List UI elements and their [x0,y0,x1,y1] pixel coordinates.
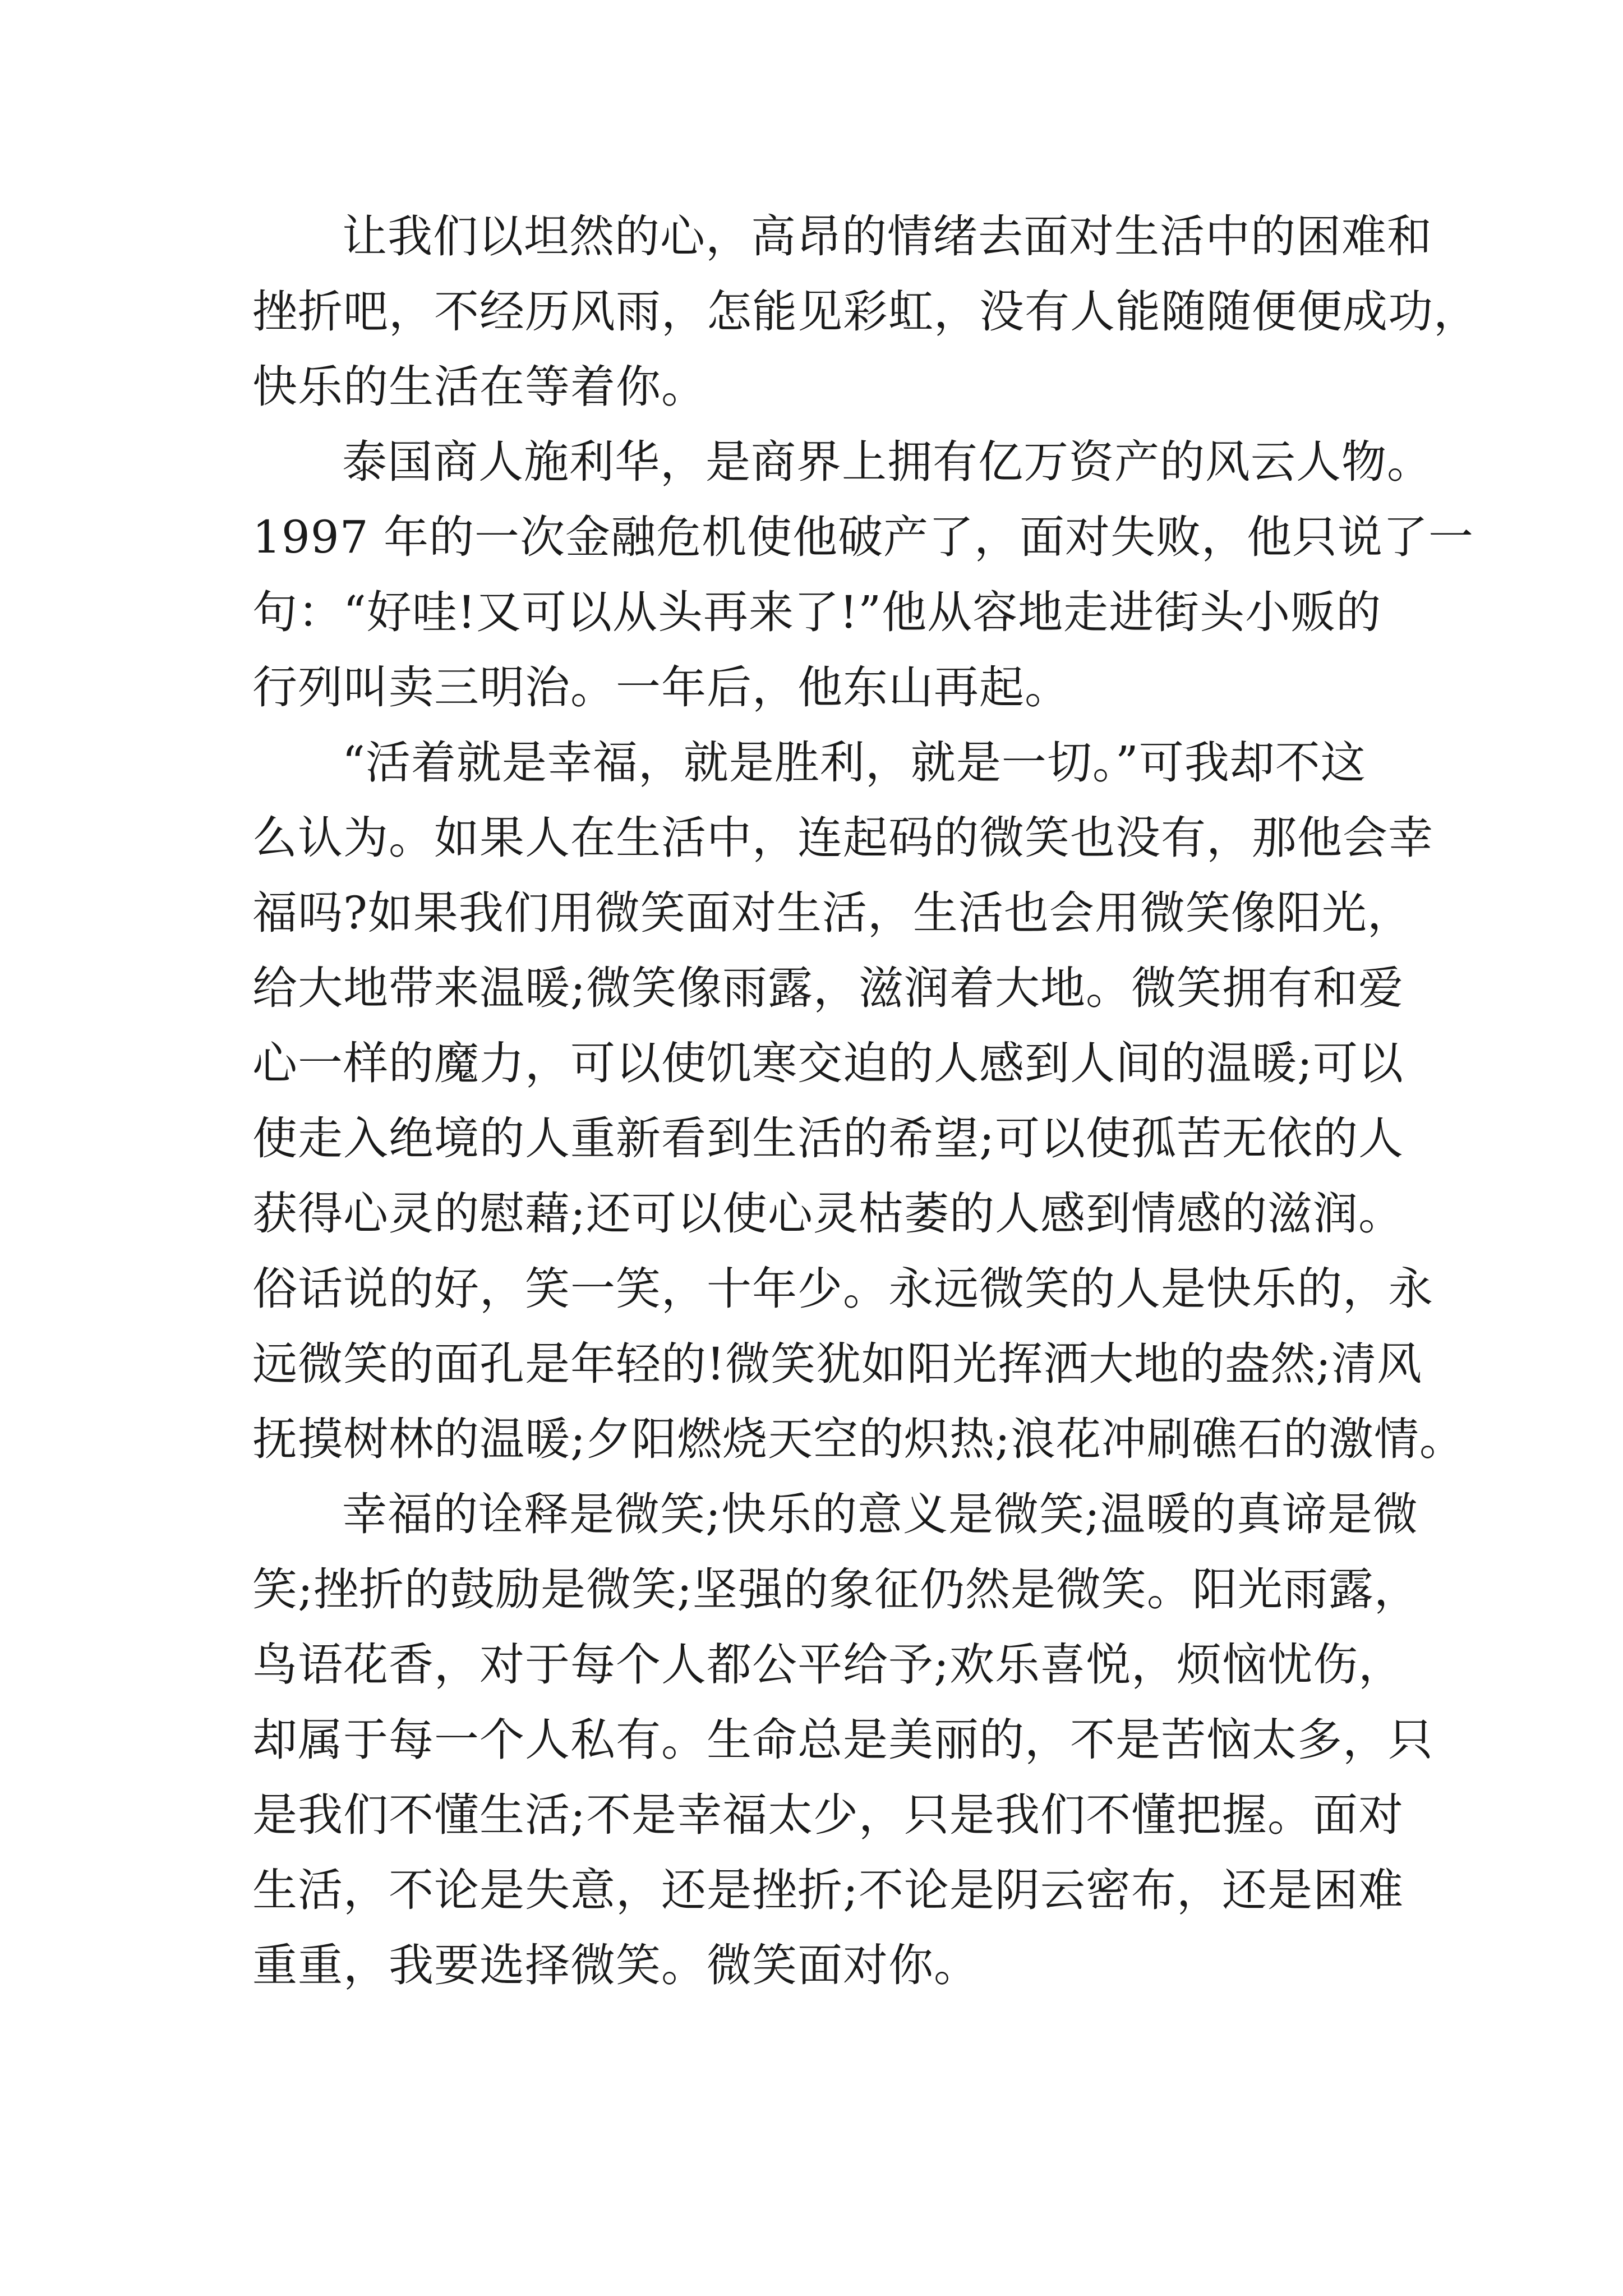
paragraph-2-line-2: 1997 年的一次金融危机使他破产了，面对失败，他只说了一 [252,511,1474,563]
paragraph-1-line-1: 让我们以坦然的心，高昂的情绪去面对生活中的困难和 [342,210,1432,263]
paragraph-3-line-1: “活着就是幸福，就是胜利，就是一切。”可我却不这 [342,737,1366,789]
paragraph-3-line-9: 远微笑的面孔是年轻的!微笑犹如阳光挥洒大地的盎然;清风 [252,1338,1423,1390]
paragraph-2-line-1: 泰国商人施利华，是商界上拥有亿万资产的风云人物。 [342,436,1432,488]
paragraph-4-line-7: 重重，我要选择微笑。微笑面对你。 [252,1939,979,1991]
paragraph-3-line-4: 给大地带来温暖;微笑像雨露，滋润着大地。微笑拥有和爱 [252,962,1404,1014]
paragraph-4-line-4: 却属于每一个人私有。生命总是美丽的，不是苦恼太多，只 [252,1714,1433,1766]
paragraph-3-line-5: 心一样的魔力，可以使饥寒交迫的人感到人间的温暖;可以 [252,1037,1404,1089]
body-text [252,199,1479,2003]
paragraph-3-line-6: 使走入绝境的人重新看到生活的希望;可以使孤苦无依的人 [252,1112,1404,1165]
paragraph-3-line-3: 福吗?如果我们用微笑面对生活，生活也会用微笑像阳光， [252,887,1413,939]
paragraph-4-line-5: 是我们不懂生活;不是幸福太少，只是我们不懂把握。面对 [252,1789,1404,1841]
paragraph-4-line-3: 鸟语花香，对于每个人都公平给予;欢乐喜悦，烦恼忧伤， [252,1639,1404,1691]
paragraph-2-line-3: 句：“好哇!又可以从头再来了!”他从容地走进街头小贩的 [252,586,1382,638]
paragraph-3-line-8: 俗话说的好，笑一笑，十年少。永远微笑的人是快乐的，永 [252,1263,1433,1315]
paragraph-2-line-4: 行列叫卖三明治。一年后，他东山再起。 [252,661,1070,714]
paragraph-3-line-2: 么认为。如果人在生活中，连起码的微笑也没有，那他会幸 [252,812,1433,864]
paragraph-4-line-2: 笑;挫折的鼓励是微笑;坚强的象征仍然是微笑。阳光雨露， [252,1563,1419,1616]
paragraph-4-line-6: 生活，不论是失意，还是挫折;不论是阴云密布，还是困难 [252,1864,1404,1916]
paragraph-3-line-7: 获得心灵的慰藉;还可以使心灵枯萎的人感到情感的滋润。 [252,1188,1404,1240]
paragraph-1-line-2: 挫折吧，不经历风雨，怎能见彩虹，没有人能随随便便成功， [252,286,1479,338]
paragraph-4-line-1: 幸福的诠释是微笑;快乐的意义是微笑;温暖的真谛是微 [342,1488,1418,1540]
paragraph-1-line-3: 快乐的生活在等着你。 [252,361,707,413]
paragraph-3-line-10: 抚摸树林的温暖;夕阳燃烧天空的炽热;浪花冲刷礁石的激情。 [252,1413,1465,1465]
